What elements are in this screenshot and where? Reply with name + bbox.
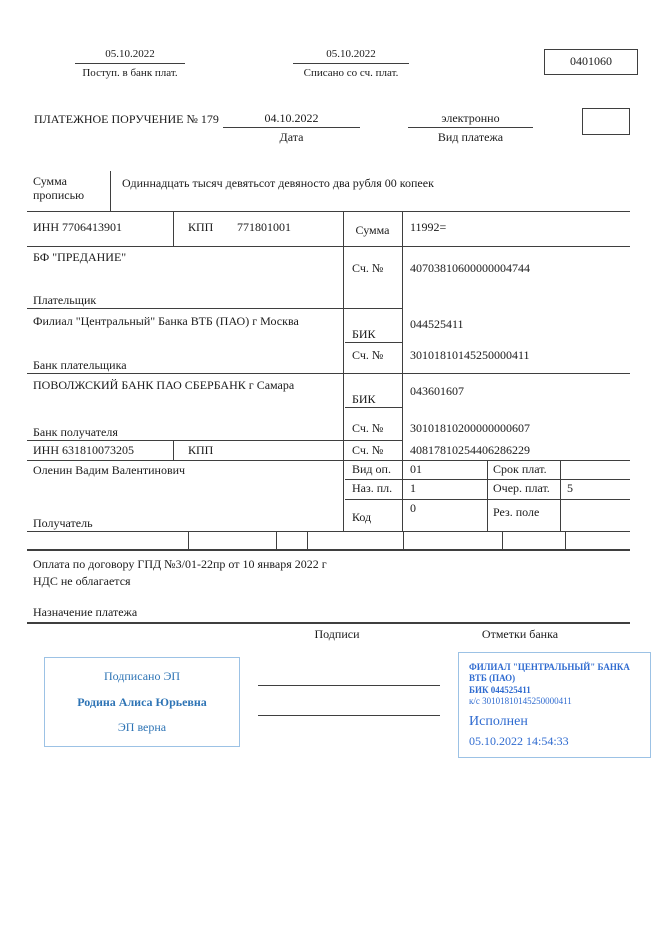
purpose-line2: НДС не облагается	[33, 574, 131, 588]
purpose-code-label: Наз. пл.	[352, 481, 393, 495]
table-line	[487, 460, 488, 531]
sum-label: Сумма	[355, 223, 390, 237]
debited-date-underline	[293, 63, 409, 64]
signature-line	[258, 715, 440, 716]
code-label: Код	[352, 510, 372, 524]
payer-name: БФ "ПРЕДАНИЕ"	[33, 250, 127, 264]
table-line	[27, 211, 630, 212]
payer-account-label: Сч. №	[352, 261, 384, 275]
payer-kpp-label: КПП	[188, 220, 214, 234]
status-code-box	[582, 108, 630, 135]
table-line	[27, 622, 630, 624]
purpose-line1: Оплата по договору ГПД №3/01-22пр от 10 января 2022 г	[33, 557, 327, 571]
esign-valid-label: ЭП верна	[117, 720, 167, 735]
payee-bank-name: ПОВОЛЖСКИЙ БАНК ПАО СБЕРБАНК г Самара	[33, 378, 295, 392]
table-line	[173, 440, 174, 460]
payer-section-label: Плательщик	[33, 293, 97, 307]
table-line	[343, 211, 344, 531]
table-line	[27, 531, 630, 532]
form-code-box	[544, 49, 638, 75]
stamp-bik: БИК 044525411	[469, 684, 531, 695]
received-date-underline	[75, 63, 185, 64]
amount-words-divider	[110, 171, 111, 211]
bank-execution-stamp	[458, 652, 651, 758]
document-date: 04.10.2022	[264, 111, 319, 125]
table-line	[560, 460, 561, 531]
payee-bank-account-label: Сч. №	[352, 421, 384, 435]
payment-kind-label: Вид платежа	[437, 130, 504, 144]
payer-bank-account: 30101810145250000411	[410, 348, 530, 362]
op-type-value: 01	[410, 462, 422, 476]
payer-bank-bik-label: БИК	[352, 327, 376, 341]
amount-words: Одиннадцать тысяч девятьсот девяносто два рубля 00 копеек	[122, 176, 434, 190]
amount-words-label: Сумма прописью	[33, 174, 85, 202]
signatures-label: Подписи	[314, 627, 360, 641]
signature-line	[258, 685, 440, 686]
payee-bank-bik-label: БИК	[352, 392, 376, 406]
payee-kpp-label: КПП	[188, 443, 214, 457]
esign-signed-label: Подписано ЭП	[103, 668, 181, 683]
table-line	[27, 440, 402, 441]
table-line	[403, 531, 404, 549]
electronic-signature-stamp	[44, 657, 240, 747]
pay-term-label: Срок плат.	[493, 462, 547, 476]
payer-bank-account-label: Сч. №	[352, 348, 384, 362]
payee-bank-section-label: Банк получателя	[33, 425, 118, 439]
esign-signer-name: Родина Алиса Юрьевна	[77, 694, 207, 709]
stamp-status: Исполнен	[469, 714, 528, 730]
document-date-label: Дата	[279, 130, 304, 144]
payer-bank-name: Филиал "Центральный" Банка ВТБ (ПАО) г Москва	[33, 314, 299, 328]
table-line	[173, 211, 174, 246]
table-line	[188, 531, 189, 549]
code-value: 0	[410, 501, 416, 515]
payee-name: Оленин Вадим Валентинович	[33, 463, 186, 477]
op-type-label: Вид оп.	[352, 462, 391, 476]
stamp-corr-account: к/с 30101810145250000411	[469, 695, 572, 706]
debited-from-account-label: Списано со сч. плат.	[303, 67, 399, 79]
received-in-bank-date: 05.10.2022	[105, 48, 155, 60]
form-code: 0401060	[570, 54, 612, 68]
document-title: ПЛАТЕЖНОЕ ПОРУЧЕНИЕ № 179	[34, 112, 219, 126]
stamp-datetime: 05.10.2022 14:54:33	[469, 734, 569, 749]
stamp-bank-name-line2: ВТБ (ПАО)	[469, 673, 516, 684]
res-field-label: Рез. поле	[493, 505, 540, 519]
payment-kind-underline	[408, 127, 533, 128]
table-line	[402, 211, 403, 531]
table-line	[345, 342, 402, 343]
sum-value: 11992=	[410, 220, 447, 234]
table-line	[345, 407, 402, 408]
received-in-bank-label: Поступ. в банк плат.	[82, 67, 178, 79]
table-line	[307, 531, 308, 549]
table-line	[27, 246, 630, 247]
table-line	[27, 373, 630, 374]
table-line	[27, 460, 630, 461]
table-line	[502, 531, 503, 549]
document-date-underline	[223, 127, 360, 128]
payer-bank-bik: 044525411	[410, 317, 464, 331]
payer-bank-section-label: Банк плательщика	[33, 358, 127, 372]
payer-kpp-value: 771801001	[237, 220, 291, 234]
payment-kind-value: электронно	[441, 111, 500, 125]
stamp-bank-name-line1: ФИЛИАЛ "ЦЕНТРАЛЬНЫЙ" БАНКА	[469, 662, 630, 672]
bank-marks-label: Отметки банка	[481, 627, 559, 641]
payer-account: 40703810600000004744	[410, 261, 530, 275]
payee-account-label: Сч. №	[352, 443, 384, 457]
priority-value: 5	[567, 481, 573, 495]
payee-section-label: Получатель	[33, 516, 93, 530]
payee-bank-bik: 043601607	[410, 384, 464, 398]
payee-inn: ИНН 631810073205	[33, 443, 134, 457]
table-line	[276, 531, 277, 549]
table-line	[27, 308, 402, 309]
payer-inn: ИНН 7706413901	[33, 220, 122, 234]
payee-account: 40817810254406286229	[410, 443, 530, 457]
table-line	[27, 549, 630, 551]
payee-bank-account: 30101810200000000607	[410, 421, 530, 435]
table-line	[565, 531, 566, 549]
debited-from-account-date: 05.10.2022	[326, 48, 376, 60]
priority-label: Очер. плат.	[493, 481, 550, 495]
purpose-code-value: 1	[410, 481, 416, 495]
purpose-section-label: Назначение платежа	[33, 605, 138, 619]
